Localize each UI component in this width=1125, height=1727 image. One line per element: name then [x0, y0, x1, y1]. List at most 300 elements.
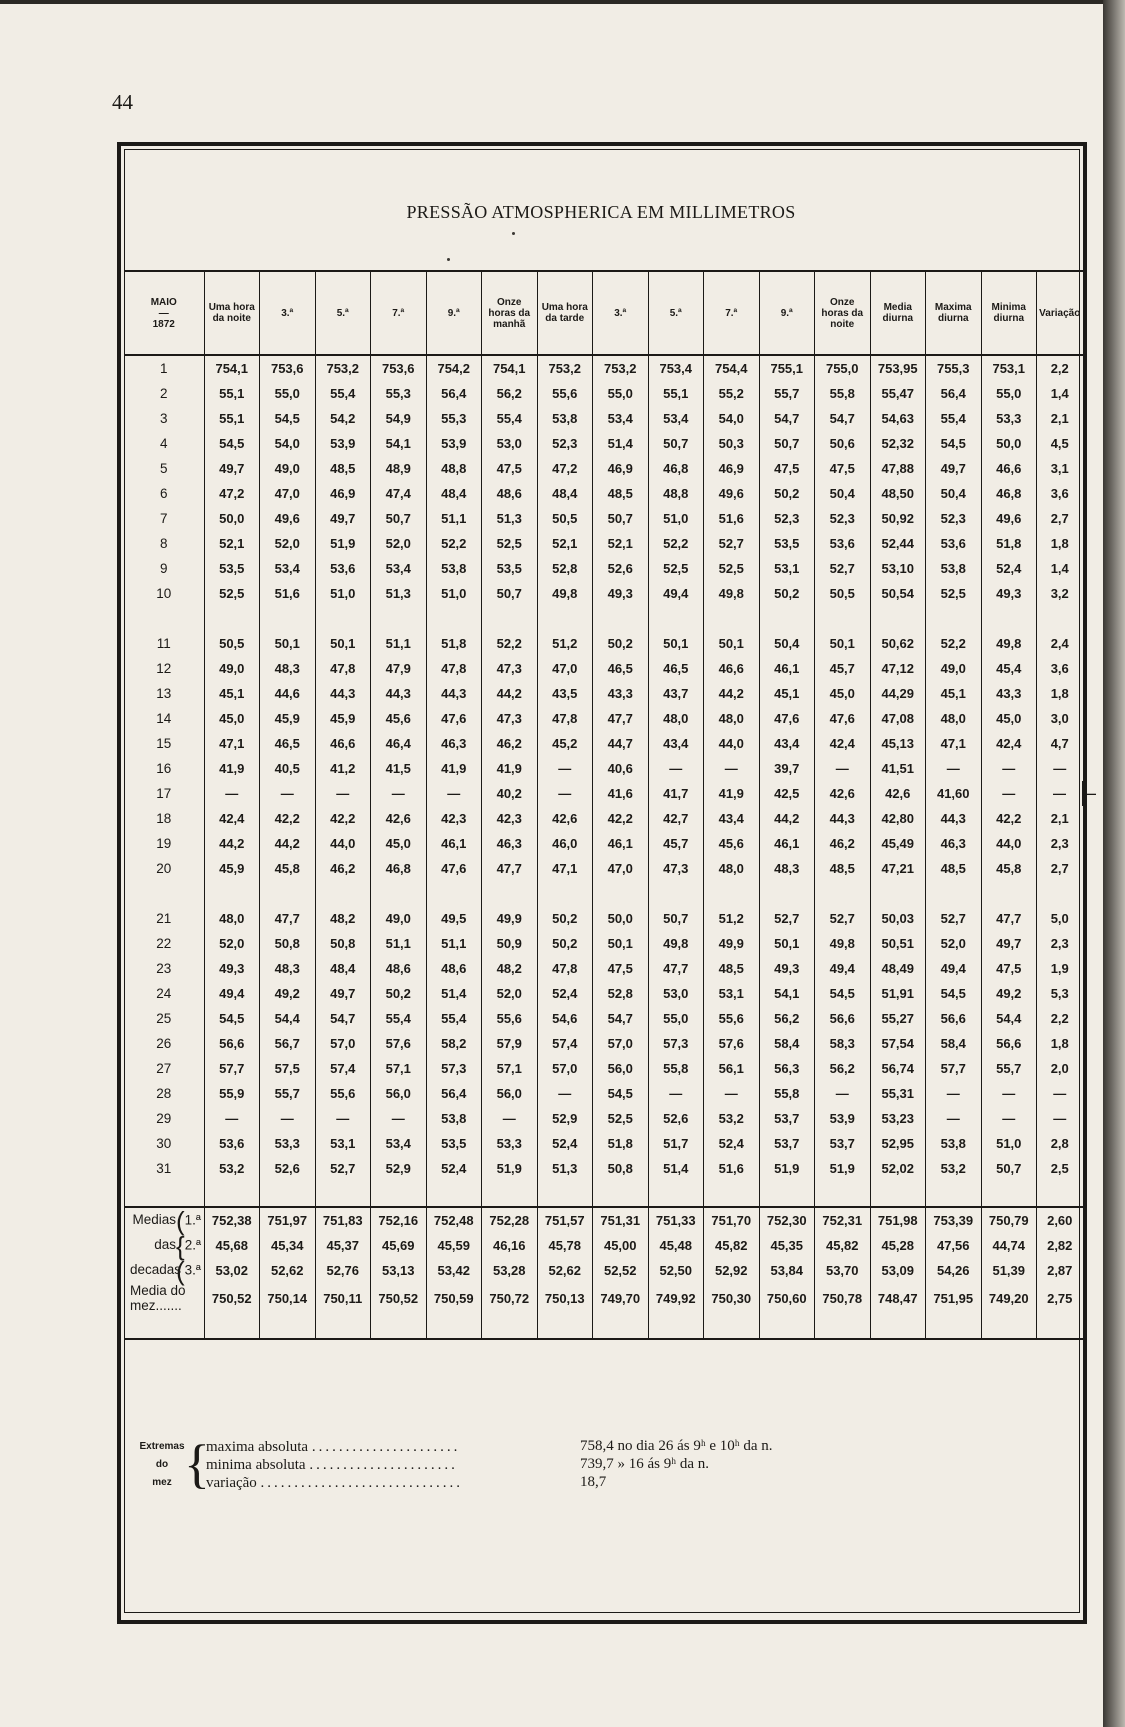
top-edge-line — [0, 0, 1103, 4]
value-cell: 53,6 — [315, 556, 371, 581]
value-cell: 52,1 — [593, 531, 649, 556]
decade-mean-cell: 2,87 — [1037, 1258, 1083, 1283]
spacer-cell — [371, 606, 427, 631]
value-cell: 56,4 — [426, 381, 482, 406]
value-cell: 49,9 — [704, 931, 760, 956]
value-cell: 42,6 — [815, 781, 871, 806]
value-cell: — — [260, 781, 316, 806]
value-cell: 47,5 — [482, 456, 538, 481]
header-cell: Minima diurna — [981, 271, 1037, 355]
decade-mean-row — [124, 1233, 1083, 1258]
spacer-cell — [1037, 881, 1083, 906]
value-cell: 48,5 — [815, 856, 871, 881]
value-cell: 50,8 — [593, 1156, 649, 1181]
value-cell: 55,0 — [593, 381, 649, 406]
value-cell: 49,7 — [926, 456, 982, 481]
value-cell: 44,3 — [815, 806, 871, 831]
value-cell: 51,3 — [537, 1156, 593, 1181]
value-cell: 56,6 — [204, 1031, 260, 1056]
value-cell: 53,7 — [815, 1131, 871, 1156]
value-cell: 53,6 — [204, 1131, 260, 1156]
decade-mean-cell: 2,60 — [1037, 1207, 1083, 1233]
spacer-cell — [124, 881, 204, 906]
value-cell: 48,0 — [704, 706, 760, 731]
spacer-cell — [204, 606, 260, 631]
value-cell: 47,21 — [870, 856, 926, 881]
day-cell: 3 — [159, 411, 168, 426]
speck-mark — [447, 258, 450, 261]
month-mean-cell: 749,20 — [981, 1283, 1037, 1313]
value-cell: 46,3 — [426, 731, 482, 756]
day-cell: 21 — [156, 911, 172, 926]
value-cell: 48,49 — [870, 956, 926, 981]
value-cell: 42,6 — [870, 781, 926, 806]
decade-mean-cell: 45,00 — [593, 1233, 649, 1258]
table-row — [124, 406, 1083, 431]
value-cell: 47,8 — [426, 656, 482, 681]
value-cell: 57,4 — [315, 1056, 371, 1081]
value-cell: 51,1 — [371, 631, 427, 656]
day-cell: 28 — [156, 1086, 172, 1101]
value-cell: 45,1 — [204, 681, 260, 706]
value-cell: 50,7 — [759, 431, 815, 456]
value-cell: 44,7 — [593, 731, 649, 756]
table-row — [124, 1056, 1083, 1081]
value-cell: — — [1037, 1081, 1083, 1106]
value-cell: 755,0 — [815, 355, 871, 381]
value-cell: 50,2 — [759, 581, 815, 606]
decade-mean-cell: 53,28 — [482, 1258, 538, 1283]
value-cell: 47,6 — [426, 706, 482, 731]
value-cell: 52,0 — [371, 531, 427, 556]
value-cell: 54,5 — [260, 406, 316, 431]
value-cell: 51,4 — [426, 981, 482, 1006]
value-cell: 47,5 — [981, 956, 1037, 981]
header-cell: 3.ª — [260, 271, 316, 355]
value-cell: 52,6 — [260, 1156, 316, 1181]
value-cell: 753,6 — [371, 355, 427, 381]
spacer-cell — [260, 606, 316, 631]
decade-mean-cell: 44,74 — [981, 1233, 1037, 1258]
decade-mean-cell: 53,42 — [426, 1258, 482, 1283]
day-cell: 23 — [156, 961, 172, 976]
value-cell: 55,1 — [204, 406, 260, 431]
spacer-cell — [648, 1313, 704, 1339]
value-cell: 44,3 — [426, 681, 482, 706]
value-cell: 52,4 — [981, 556, 1037, 581]
spacer-cell — [704, 881, 760, 906]
day-cell: 24 — [156, 986, 172, 1001]
spacer-cell — [204, 881, 260, 906]
value-cell: 56,4 — [426, 1081, 482, 1106]
value-cell: 45,0 — [815, 681, 871, 706]
value-cell: 46,5 — [593, 656, 649, 681]
value-cell: 48,0 — [204, 906, 260, 931]
value-cell: 52,7 — [315, 1156, 371, 1181]
value-cell: 44,2 — [204, 831, 260, 856]
table-row — [124, 931, 1083, 956]
spacer-cell — [759, 1313, 815, 1339]
value-cell: 51,91 — [870, 981, 926, 1006]
decade-mean-cell: 45,82 — [704, 1233, 760, 1258]
spacer-cell — [981, 1313, 1037, 1339]
value-cell: 51,0 — [648, 506, 704, 531]
value-cell: 52,5 — [648, 556, 704, 581]
value-cell: 52,2 — [426, 531, 482, 556]
spacer-cell — [870, 881, 926, 906]
header-cell: 7.ª — [371, 271, 427, 355]
value-cell: 42,2 — [260, 806, 316, 831]
header-cell: Media diurna — [870, 271, 926, 355]
extreme-min-dots: ...................... — [309, 1457, 458, 1473]
decade-mean-row — [124, 1258, 1083, 1283]
value-cell: 53,8 — [426, 556, 482, 581]
value-cell: 2,0 — [1037, 1056, 1083, 1081]
month-mean-cell: 750,30 — [704, 1283, 760, 1313]
value-cell: 48,5 — [593, 481, 649, 506]
value-cell: 1,4 — [1037, 381, 1083, 406]
spacer-cell — [593, 606, 649, 631]
value-cell: 46,8 — [371, 856, 427, 881]
value-cell: 50,2 — [537, 906, 593, 931]
value-cell: 44,29 — [870, 681, 926, 706]
value-cell: 47,88 — [870, 456, 926, 481]
value-cell: 2,3 — [1037, 931, 1083, 956]
value-cell: 41,9 — [482, 756, 538, 781]
value-cell: — — [704, 1081, 760, 1106]
value-cell: 49,8 — [815, 931, 871, 956]
spacer-cell — [1037, 1313, 1083, 1339]
value-cell: 57,3 — [426, 1056, 482, 1081]
decade-mean-cell: 46,16 — [482, 1233, 538, 1258]
value-cell: 52,3 — [537, 431, 593, 456]
month-mean-label — [124, 1283, 204, 1313]
value-cell: 42,6 — [371, 806, 427, 831]
value-cell: 45,4 — [981, 656, 1037, 681]
value-cell: 52,95 — [870, 1131, 926, 1156]
value-cell: 57,1 — [371, 1056, 427, 1081]
value-cell: 50,1 — [815, 631, 871, 656]
day-cell: 6 — [159, 486, 168, 501]
value-cell: 46,0 — [537, 831, 593, 856]
decade-group-label: Medias — [132, 1212, 176, 1228]
spacer-cell — [815, 606, 871, 631]
table-row — [124, 1131, 1083, 1156]
value-cell: 50,2 — [593, 631, 649, 656]
value-cell: 45,0 — [204, 706, 260, 731]
day-cell: 8 — [159, 536, 168, 551]
value-cell: — — [204, 1106, 260, 1131]
value-cell: 55,7 — [260, 1081, 316, 1106]
spacer-cell — [926, 1181, 982, 1207]
value-cell: 46,2 — [315, 856, 371, 881]
value-cell: 56,2 — [482, 381, 538, 406]
value-cell: 754,1 — [204, 355, 260, 381]
value-cell: 55,31 — [870, 1081, 926, 1106]
spacer-cell — [537, 1181, 593, 1207]
value-cell: 44,0 — [704, 731, 760, 756]
spacer-cell — [870, 1313, 926, 1339]
decade-mean-cell: 53,84 — [759, 1258, 815, 1283]
value-cell: 52,0 — [260, 531, 316, 556]
day-cell: 18 — [156, 811, 172, 826]
value-cell: 47,08 — [870, 706, 926, 731]
value-cell: 49,0 — [260, 456, 316, 481]
value-cell: 53,8 — [926, 556, 982, 581]
value-cell: 56,1 — [704, 1056, 760, 1081]
value-cell: 42,3 — [482, 806, 538, 831]
value-cell: 55,7 — [981, 1056, 1037, 1081]
value-cell: 53,3 — [260, 1131, 316, 1156]
value-cell: 50,0 — [593, 906, 649, 931]
value-cell: 53,0 — [482, 431, 538, 456]
value-cell: 49,0 — [926, 656, 982, 681]
month-mean-cell: 750,13 — [537, 1283, 593, 1313]
brace-mark: ( — [176, 1255, 185, 1286]
value-cell: 44,0 — [315, 831, 371, 856]
value-cell: 53,5 — [482, 556, 538, 581]
value-cell: 48,4 — [426, 481, 482, 506]
value-cell: 44,0 — [981, 831, 1037, 856]
value-cell: 46,2 — [482, 731, 538, 756]
value-cell: 48,5 — [315, 456, 371, 481]
value-cell: — — [926, 1106, 982, 1131]
value-cell: 52,6 — [593, 556, 649, 581]
value-cell: 57,0 — [593, 1031, 649, 1056]
value-cell: 51,0 — [426, 581, 482, 606]
value-cell: — — [981, 1081, 1037, 1106]
value-cell: 48,6 — [482, 481, 538, 506]
value-cell: — — [926, 1081, 982, 1106]
value-cell: 56,0 — [482, 1081, 538, 1106]
decade-mean-cell: 751,70 — [704, 1207, 760, 1233]
value-cell: 55,8 — [815, 381, 871, 406]
value-cell: 49,0 — [204, 656, 260, 681]
value-cell: — — [537, 756, 593, 781]
spacer-cell — [926, 1313, 982, 1339]
table-row — [124, 731, 1083, 756]
spacer-row — [124, 606, 1083, 631]
month-mean-cell: 750,52 — [371, 1283, 427, 1313]
value-cell: 55,2 — [704, 381, 760, 406]
value-cell: 52,3 — [815, 506, 871, 531]
value-cell: 49,4 — [204, 981, 260, 1006]
value-cell: 51,2 — [704, 906, 760, 931]
spacer-cell — [926, 606, 982, 631]
value-cell: 47,8 — [537, 956, 593, 981]
value-cell: 755,1 — [759, 355, 815, 381]
spacer-cell — [426, 606, 482, 631]
value-cell: — — [981, 1106, 1037, 1131]
value-cell: 45,2 — [537, 731, 593, 756]
value-cell: 50,92 — [870, 506, 926, 531]
value-cell: 50,51 — [870, 931, 926, 956]
value-cell: 48,6 — [371, 956, 427, 981]
value-cell: 45,49 — [870, 831, 926, 856]
value-cell: — — [981, 756, 1037, 781]
month-mean-cell: 750,59 — [426, 1283, 482, 1313]
extreme-min-value: 739,7 » 16 ás 9ʰ da n. — [580, 1456, 709, 1472]
value-cell: 55,0 — [648, 1006, 704, 1031]
value-cell: 56,74 — [870, 1056, 926, 1081]
value-cell: 46,5 — [260, 731, 316, 756]
value-cell: 50,7 — [371, 506, 427, 531]
decade-mean-cell: 751,31 — [593, 1207, 649, 1233]
value-cell: 51,1 — [371, 931, 427, 956]
value-cell: 52,7 — [759, 906, 815, 931]
value-cell: 1,8 — [1037, 681, 1083, 706]
decade-number: 1.ª — [184, 1212, 201, 1228]
value-cell: 51,9 — [815, 1156, 871, 1181]
value-cell: 55,4 — [926, 406, 982, 431]
table-row: 17 — — — — — 40,2 — 41,6 41,7 41,9 42,5 42,6 42,6 41,60 — — — — [124, 781, 1083, 806]
table-row — [124, 1106, 1083, 1131]
table-row — [124, 456, 1083, 481]
value-cell: — — [260, 1106, 316, 1131]
value-cell: 52,9 — [537, 1106, 593, 1131]
value-cell: 46,1 — [426, 831, 482, 856]
value-cell: 44,6 — [260, 681, 316, 706]
value-cell: 47,1 — [204, 731, 260, 756]
value-cell: 55,3 — [371, 381, 427, 406]
value-cell: 41,51 — [870, 756, 926, 781]
value-cell: 41,5 — [371, 756, 427, 781]
value-cell: 52,8 — [593, 981, 649, 1006]
value-cell: 57,7 — [204, 1056, 260, 1081]
value-cell: 44,2 — [482, 681, 538, 706]
value-cell: 41,60 — [926, 781, 982, 806]
value-cell: 53,0 — [648, 981, 704, 1006]
value-cell: 52,7 — [815, 556, 871, 581]
value-cell: 53,23 — [870, 1106, 926, 1131]
value-cell: 49,9 — [482, 906, 538, 931]
value-cell: 42,2 — [315, 806, 371, 831]
day-cell: 16 — [156, 761, 172, 776]
value-cell: 45,6 — [371, 706, 427, 731]
value-cell: 42,2 — [593, 806, 649, 831]
value-cell: 55,9 — [204, 1081, 260, 1106]
value-cell: 51,8 — [593, 1131, 649, 1156]
table-title: PRESSÃO ATMOSPHERICA EM MILLIMETROS — [406, 202, 796, 222]
value-cell: 47,7 — [648, 956, 704, 981]
speck-mark — [512, 232, 515, 235]
value-cell: 50,7 — [648, 906, 704, 931]
table-row — [124, 706, 1083, 731]
value-cell: 46,9 — [315, 481, 371, 506]
day-cell: 14 — [156, 711, 172, 726]
value-cell: — — [537, 781, 593, 806]
value-cell: 56,3 — [759, 1056, 815, 1081]
value-cell: 52,5 — [593, 1106, 649, 1131]
value-cell: 47,5 — [815, 456, 871, 481]
value-cell: 47,5 — [759, 456, 815, 481]
value-cell: 53,6 — [926, 531, 982, 556]
table-row — [124, 355, 1083, 381]
value-cell: 46,6 — [704, 656, 760, 681]
value-cell: 55,8 — [759, 1081, 815, 1106]
decade-mean-cell: 752,31 — [815, 1207, 871, 1233]
spacer-cell — [124, 606, 204, 631]
day-cell: 2 — [159, 386, 168, 401]
value-cell: 52,02 — [870, 1156, 926, 1181]
table-row — [124, 831, 1083, 856]
value-cell: 49,8 — [648, 931, 704, 956]
book-spine-edge — [1103, 0, 1125, 1727]
spacer-cell — [759, 1181, 815, 1207]
value-cell: 50,7 — [482, 581, 538, 606]
spacer-cell — [815, 1313, 871, 1339]
value-cell: 47,8 — [537, 706, 593, 731]
value-cell: 53,1 — [704, 981, 760, 1006]
value-cell: 55,6 — [704, 1006, 760, 1031]
value-cell: 42,2 — [981, 806, 1037, 831]
decade-mean-cell: 45,82 — [815, 1233, 871, 1258]
spacer-cell — [815, 881, 871, 906]
decade-mean-cell: 45,48 — [648, 1233, 704, 1258]
value-cell: 54,5 — [926, 981, 982, 1006]
value-cell: 54,0 — [704, 406, 760, 431]
decade-mean-cell: 751,83 — [315, 1207, 371, 1233]
value-cell: 45,1 — [759, 681, 815, 706]
spacer-cell — [426, 1181, 482, 1207]
value-cell: 44,2 — [704, 681, 760, 706]
spacer-cell — [759, 881, 815, 906]
value-cell: 43,3 — [593, 681, 649, 706]
value-cell: 43,3 — [981, 681, 1037, 706]
value-cell: 56,6 — [926, 1006, 982, 1031]
value-cell: 753,4 — [648, 355, 704, 381]
value-cell: 52,5 — [704, 556, 760, 581]
value-cell: 54,2 — [315, 406, 371, 431]
header-cell: 5.ª — [315, 271, 371, 355]
value-cell: 57,0 — [315, 1031, 371, 1056]
value-cell: 53,9 — [426, 431, 482, 456]
table-end-rule — [124, 1313, 1083, 1339]
value-cell: 55,6 — [537, 381, 593, 406]
value-cell: 2,2 — [1037, 1006, 1083, 1031]
spacer-cell — [537, 606, 593, 631]
value-cell: 52,3 — [759, 506, 815, 531]
value-cell: 43,4 — [759, 731, 815, 756]
value-cell: 43,4 — [648, 731, 704, 756]
value-cell: 46,1 — [759, 831, 815, 856]
header-cell: 5.ª — [648, 271, 704, 355]
month-mean-cell: 750,72 — [482, 1283, 538, 1313]
spacer-row — [124, 1181, 1083, 1207]
value-cell: 47,6 — [759, 706, 815, 731]
month-mean-label-line: mez....... — [130, 1298, 182, 1313]
value-cell: 56,2 — [815, 1056, 871, 1081]
value-cell: 45,6 — [704, 831, 760, 856]
value-cell: 54,7 — [593, 1006, 649, 1031]
value-cell: 52,5 — [204, 581, 260, 606]
value-cell: 55,1 — [204, 381, 260, 406]
value-cell: 45,8 — [260, 856, 316, 881]
value-cell: 47,1 — [926, 731, 982, 756]
value-cell: 58,3 — [815, 1031, 871, 1056]
spacer-cell — [759, 606, 815, 631]
value-cell: 41,2 — [315, 756, 371, 781]
spacer-cell — [593, 1181, 649, 1207]
header-cell: 9.ª — [759, 271, 815, 355]
table-row — [124, 656, 1083, 681]
value-cell: 48,3 — [759, 856, 815, 881]
spacer-cell — [260, 1313, 316, 1339]
value-cell: 53,9 — [315, 431, 371, 456]
decade-mean-cell: 751,33 — [648, 1207, 704, 1233]
value-cell: 52,4 — [537, 1131, 593, 1156]
value-cell: 52,8 — [537, 556, 593, 581]
